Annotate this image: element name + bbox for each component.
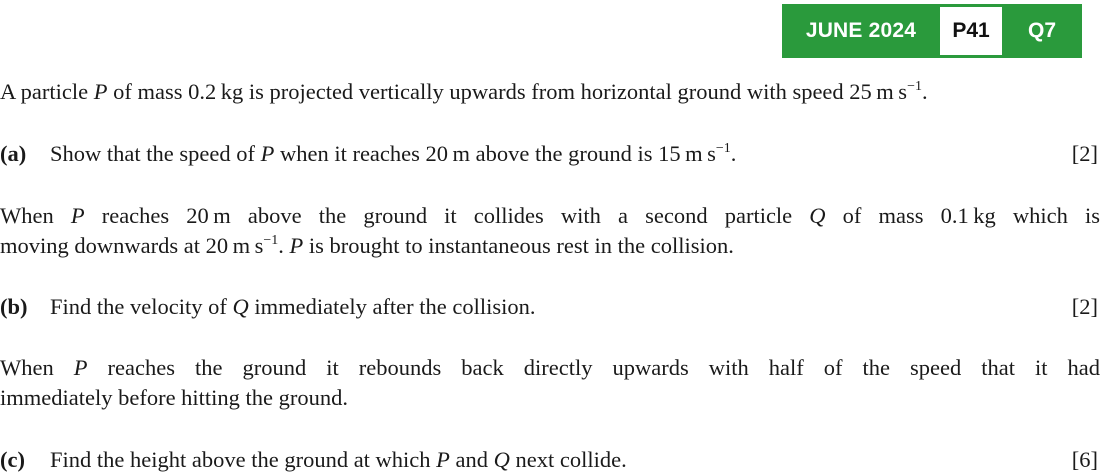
part-a-text: Show that the speed of bbox=[50, 141, 261, 166]
particle-q-symbol: Q bbox=[809, 203, 826, 228]
part-c-marks: [6] bbox=[1071, 447, 1098, 472]
part-c-label: (c) bbox=[0, 447, 25, 472]
part-a-label: (a) bbox=[0, 141, 27, 166]
paper-code-label: P41 bbox=[940, 7, 1002, 55]
rebound-paragraph bbox=[0, 353, 1100, 413]
particle-p-symbol: P bbox=[260, 141, 275, 166]
particle-p-symbol: P bbox=[289, 233, 304, 258]
part-c bbox=[0, 445, 1100, 475]
part-c-text: and bbox=[449, 447, 494, 472]
particle-p-symbol: P bbox=[436, 447, 450, 472]
paragraph-line: moving downwards at 20 m $s^{-1}$. P is brought to instantaneous rest in the collision. bbox=[0, 233, 734, 258]
part-b-text: Find the velocity of bbox=[50, 294, 233, 319]
part-c-text: Find the height above the ground at which bbox=[50, 447, 437, 472]
particle-q-symbol: Q bbox=[493, 447, 510, 472]
part-a-text: when it reaches 20 m above the ground is 15 m s bbox=[274, 141, 716, 166]
question-reference-badge bbox=[782, 4, 1082, 58]
question-number-label: Q7 bbox=[1027, 19, 1056, 42]
particle-q-symbol: Q bbox=[232, 294, 249, 319]
paragraph-line: When P reaches 20 m above the ground it collides with a second particle Q of mass 0.1 kg which is bbox=[0, 203, 1100, 228]
unit-exponent: −1 bbox=[715, 141, 731, 156]
particle-p-symbol: P bbox=[70, 203, 85, 228]
part-b-marks: [2] bbox=[1071, 294, 1098, 319]
part-b bbox=[0, 292, 1100, 322]
paragraph-line: immediately before hitting the ground. bbox=[0, 385, 349, 410]
part-a-marks: [2] bbox=[1071, 141, 1098, 166]
paragraph-line: When P reaches the ground it rebounds back directly upwards with half of the speed that it had bbox=[0, 355, 1100, 380]
part-c-text: next collide. bbox=[509, 447, 627, 472]
part-a-text: . bbox=[730, 141, 737, 166]
collision-paragraph bbox=[0, 201, 1100, 261]
part-b-label: (b) bbox=[0, 294, 28, 319]
intro-text: A particle bbox=[0, 79, 94, 104]
particle-p-symbol: P bbox=[93, 79, 108, 104]
part-a bbox=[0, 139, 1100, 169]
intro-text: . bbox=[921, 79, 928, 104]
part-b-text: immediately after the collision. bbox=[248, 294, 536, 319]
unit-exponent: −1 bbox=[907, 79, 922, 94]
particle-p-symbol: P bbox=[73, 355, 88, 380]
intro-text: of mass 0.2 kg is projected vertically upwards from horizontal ground with speed 25 m s bbox=[107, 79, 908, 104]
question-intro bbox=[0, 77, 928, 107]
exam-session-label: JUNE 2024 bbox=[805, 19, 917, 42]
unit-exponent: −1 bbox=[263, 233, 279, 248]
